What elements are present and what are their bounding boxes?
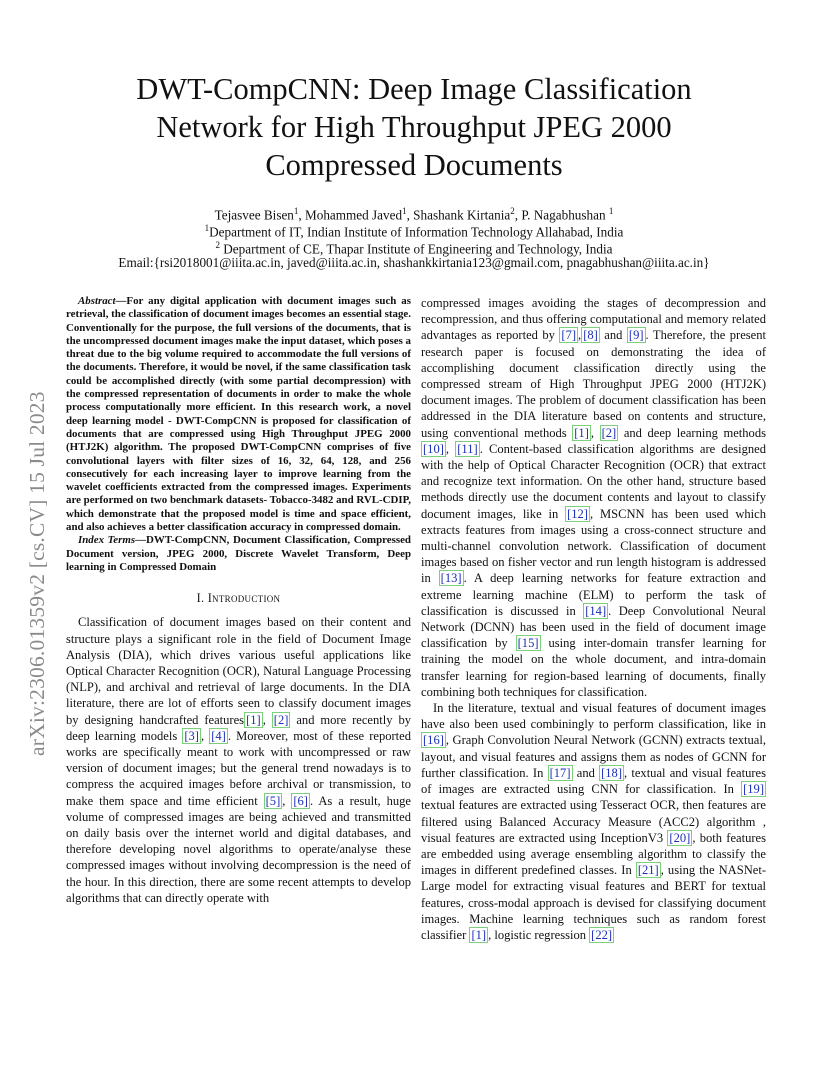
citation-link[interactable]: [5] xyxy=(265,793,281,808)
right-column xyxy=(421,295,766,943)
paragraph-text: compressed images avoiding the stages of decompression and recompression, and thus offering computational and memory related advantages as reported by xyxy=(421,296,766,343)
paragraph-text: and deep learning methods xyxy=(618,425,766,440)
left-column xyxy=(66,295,411,906)
citation-link[interactable]: [17] xyxy=(549,765,571,780)
paragraph-text: , textual and visual features of images are extracted using CNN for classification. In xyxy=(421,765,766,797)
author-affiliation-mark: 1 xyxy=(608,206,614,216)
citation-link[interactable]: [11] xyxy=(457,441,478,456)
intro-paragraph-continued xyxy=(421,295,766,700)
paragraph-text: . A deep learning networks for feature extraction and extreme learning machine (ELM) to perform the task of classification is discussed in xyxy=(421,571,766,618)
paragraph-text: and xyxy=(572,765,600,780)
citation-link[interactable]: [2] xyxy=(273,712,289,727)
author-affiliation-mark: 1 xyxy=(293,206,299,216)
paragraph-text: , MSCNN has been used which extracts features from images using a cross-connect structure and multi-channel convolution network. Classification of document images based on fisher vector and run length histogram is addressed in xyxy=(421,506,766,586)
citation-link[interactable]: [1] xyxy=(574,425,589,440)
index-terms-text: —DWT-CompCNN, Document Classification, Compressed Document version, JPEG 2000, Discrete Wavelet Transform, Deep learning in Compressed Domain xyxy=(66,534,411,573)
citation-link[interactable]: [20] xyxy=(669,830,691,845)
citation-link[interactable]: [16] xyxy=(423,733,444,748)
paragraph-text: , xyxy=(200,728,210,743)
citation-link[interactable]: [15] xyxy=(517,636,539,651)
author-affiliation-mark: 2 xyxy=(510,206,515,216)
affiliation-1: $^1$Department of IT, Indian Institute of Information Technology Allahabad, India xyxy=(204,223,624,240)
author-name: Tejasvee Bisen xyxy=(214,207,294,223)
paragraph-text: , using the NASNet-Large model for extracting visual features and BERT for textual features, cross-modal approach is devised for classifying document images. Machine learning techniques such as random forest classifier xyxy=(421,863,766,942)
author-name: Mohammed Javed xyxy=(305,207,403,223)
citation-link[interactable]: [2] xyxy=(601,425,617,440)
abstract-label: Abstract xyxy=(78,295,116,307)
arxiv-stamp: arXiv:2306.01359v2 [cs.CV] 15 Jul 2023 xyxy=(25,391,49,756)
citation-link[interactable]: [6] xyxy=(293,793,308,808)
paragraph-text: , xyxy=(590,425,600,440)
paragraph-text: Classification of document images based on their content and structure plays a significant role in the field of Document Image Analysis (DIA), which drives various useful applications like Optical Character Recognition (OCR), Natural Language Processing (NLP), and archival and retrieval of large documents. In the DIA literature, there are lot of efforts seen to classify document images by designing handcrafted features xyxy=(66,615,411,727)
citation-link[interactable]: [9] xyxy=(628,328,644,343)
intro-paragraph-2 xyxy=(421,700,766,943)
citation-link[interactable]: [22] xyxy=(591,927,613,942)
citation-link[interactable]: [7] xyxy=(561,328,577,343)
paragraph-text: . Moreover, most of these reported works are specifically meant to work with uncompressed or raw version of document images; but the general trend nowadays is to compress the acquired images before archival or transmission, to make them space and time efficient xyxy=(66,728,411,808)
author-name: P. Nagabhushan xyxy=(521,207,606,223)
citation-link[interactable]: [8] xyxy=(583,328,598,343)
paragraph-text: and xyxy=(599,328,627,343)
paragraph-text: , both features are embedded using average ensembling algorithm to classify the images in different predefined classes. In xyxy=(421,830,766,878)
paragraph-text: , xyxy=(262,712,272,727)
citation-link[interactable]: [14] xyxy=(585,603,607,618)
affiliation-2: $^2$ Department of CE, Thapar Institute of Engineering and Technology, India xyxy=(215,240,613,257)
author-line: Tejasvee Bisen$^1$, Mohammed Javed$^1$, Shashank Kirtania$^2$, P. Nagabhushan $^1$ xyxy=(214,206,614,223)
citation-link[interactable]: [3] xyxy=(184,728,199,743)
paragraph-text: . Content-based classification algorithms are designed with the help of Optical Character Recognition (OCR) that extract and recognize text information. On the other hand, structure based methods directly use the document contents and layout to classify document images, like in xyxy=(421,441,766,521)
section-heading xyxy=(66,590,411,606)
paragraph-text: . Therefore, the present research paper is focused on demonstrating the idea of accomplishing document classification directly using the compressed stream of High Throughput JPEG 2000 (HTJ2K) document images. The problem of document classification has been addressed in the DIA literature based on contents and structure, using conventional methods xyxy=(421,328,766,440)
citation-link[interactable]: [12] xyxy=(567,506,588,521)
paragraph-text: , xyxy=(578,328,582,343)
citation-link[interactable]: [21] xyxy=(637,863,659,878)
paragraph-text: , logistic regression xyxy=(488,927,590,942)
index-terms xyxy=(66,534,411,574)
paragraph-text: using inter-domain transfer learning for training the model on the whole document, and intra-domain transfer learning for region-based learning of documents, finally combining both techniques for classification. xyxy=(421,636,766,699)
section-title: Introduction xyxy=(207,591,281,606)
affiliation-2-text: Department of CE, Thapar Institute of Engineering and Technology, India xyxy=(223,241,613,257)
citation-link[interactable]: [1] xyxy=(246,712,261,727)
paragraph-text: textual features are extracted using Tesseract OCR, then features are filtered using Balanced Accuracy Measure (ACC2) algorithm , visual features are extracted using InceptionV3 xyxy=(421,798,766,845)
citation-link[interactable]: [4] xyxy=(211,728,226,743)
paragraph-text: and more recently by deep learning models xyxy=(66,712,411,743)
affiliation-1-text: Department of IT, Indian Institute of Information Technology Allahabad, India xyxy=(209,224,624,240)
paragraph-text: . As a result, huge volume of compressed images are being achieved and transmitted on daily basis over the internet world and digital databases, and therefore developing novel algorithms to operate/analyse these compressed images without involving decompression is the need of the hour. In this direction, there are some recent attempts to develop algorithms that can directly operate with xyxy=(66,793,411,905)
citation-link[interactable]: [1] xyxy=(471,927,487,942)
citation-link[interactable]: [10] xyxy=(423,441,444,456)
paragraph-text: , xyxy=(445,441,456,456)
paragraph-text: . Deep Convolutional Neural Network (DCNN) has been used in the field of document image classification by xyxy=(421,603,767,651)
abstract xyxy=(66,295,411,534)
intro-paragraph-1 xyxy=(66,614,411,906)
author-affiliation-mark: 1 xyxy=(402,206,407,216)
citation-link[interactable]: [19] xyxy=(743,782,764,797)
abstract-text: —For any digital application with document images such as retrieval, the classification of document images becomes an essential stage. Conventionally for the purpose, the full versions of the documents, that is the uncompressed document images make the input dataset, which poses a threat due to the big volume required to accommodate the full versions of the documents. Therefore, it would be novel, if the same classification task could be accomplished directly (with some partial decompression) with the compressed representation of documents in order to make the whole process computationally more efficient. In this research work, a novel deep learning model - DWT-CompCNN is proposed for classification of documents that are compressed using High Throughput JPEG 2000 (HTJ2K) algorithm. The proposed DWT-CompCNN comprises of five convolutional layers with filter sizes of 16, 32, 64, 128, and 256 consecutively for each increasing layer to improve learning from the wavelet coefficients extracted from the compressed images. Experiments are performed on two benchmark datasets- Tobacco-3482 and RVL-CDIP, which demonstrate that the proposed model is time and space efficient, and also achieves a better classification accuracy in compressed domain. xyxy=(66,295,411,534)
paragraph-text: , Graph Convolution Neural Network (GCNN) extracts textual, layout, and visual features and assigns them as nodes of GCNN for further classification. In xyxy=(421,733,766,780)
section-number: I. xyxy=(196,591,205,606)
author-name: Shashank Kirtania xyxy=(413,207,511,223)
email-line: Email:{rsi2018001@iiita.ac.in, javed@iiita.ac.in, shashankkirtania123@gmail.com, pnagabhushan@iiita.ac.in} xyxy=(118,255,710,270)
citation-link[interactable]: [13] xyxy=(440,571,462,586)
paragraph-text: , xyxy=(282,793,292,808)
paper-title: DWT-CompCNN: Deep Image Classification Network for High Throughput JPEG 2000 Compressed Documents xyxy=(136,72,692,182)
paragraph-text: In the literature, textual and visual features of document images have also been used combiningly to perform classification, like in xyxy=(421,701,766,732)
citation-link[interactable]: [18] xyxy=(601,765,622,780)
index-terms-label: Index Terms xyxy=(78,534,136,547)
